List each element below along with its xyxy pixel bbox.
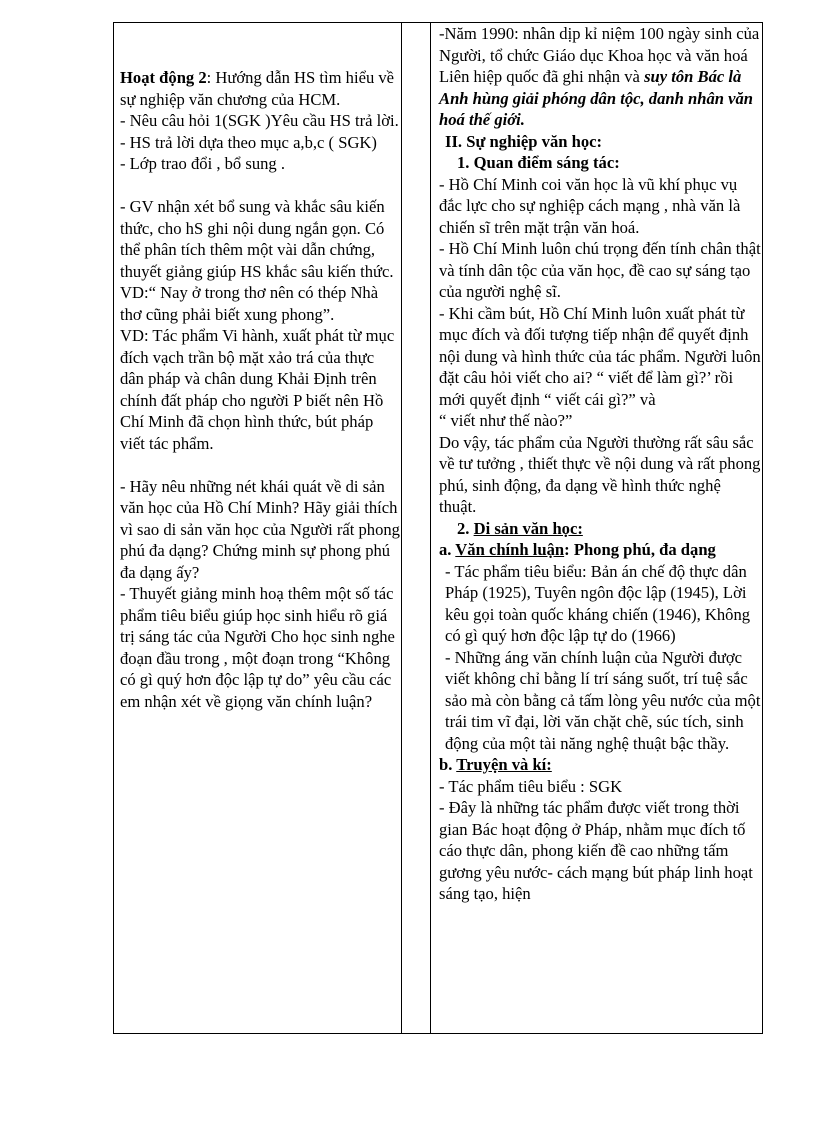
activity-item: - HS trả lời dựa theo mục a,b,c ( SGK) [120,132,377,152]
lecture-note: - Thuyết giảng minh hoạ thêm một số tác phẩm tiêu biểu giúp học sinh hiểu rõ giá trị sáng tác của Người Cho học sinh nghe đoạn đầu trong , một đoạn trong “Không có gì quý hơn độc lập tự do” yêu cầu các em nhận xét về giọng văn chính luận? [120,584,395,711]
discussion-question: - Hãy nêu những nét khái quát về di sản văn học của Hồ Chí Minh? Hãy giải thích vì sao di sản văn học của Người rất phong phú đa dạng? Chứng minh sự phong phú đa dạng ấy? [120,476,400,582]
viewpoint-conclusion: Do vậy, tác phẩm của Người thường rất sâu sắc về tư tưởng , thiết thực về nội dung và rất phong phú, sinh động, đa dạng về hình thức nghệ thuật. [439,432,761,516]
genre-subtitle: : Phong phú, đa dạng [564,540,716,559]
genre-title: Văn chính luận [455,540,565,559]
genre-letter: a. [439,540,456,559]
activity-heading: Hoạt động 2 [120,68,207,87]
activity-item: - Lớp trao đổi , bổ sung . [120,154,286,173]
genre-point: - Những áng văn chính luận của Người được viết không chỉ bằng lí trí sáng suốt, trí tuệ sắc sảo mà còn bằng cả tấm lòng yêu nước của một trái tim vĩ đại, lời văn chặt chẽ, súc tích, sinh động của một tài năng nghệ thuật bậc thầy. [445,647,761,753]
genre-letter: b. [439,755,457,774]
example-1: VD:“ Nay ở trong thơ nên có thép Nhà thơ cũng phải biết xung phong”. [120,283,379,324]
activity-item: - Nêu câu hỏi 1(SGK )Yêu cầu HS trả lời. [120,111,399,130]
viewpoint-point: - Hồ Chí Minh luôn chú trọng đến tính chân thật và tính dân tộc của văn học, đề cao sự sáng tạo của người nghệ sĩ. [439,239,761,301]
genre-heading [439,754,761,776]
activity-title [120,67,400,110]
genre-title: Truyện và kí: [456,755,552,774]
intro-text: -Năm 1990: nhân dịp kỉ niệm 100 ngày sinh của Người, tổ chức Giáo dục Khoa học và văn hoá Liên hiệp quốc đã ghi nhận và [439,24,760,86]
subsection-title: 1. Quan điểm sáng tác: [457,153,620,172]
section-title: II. Sự nghiệp văn học: [445,131,603,151]
gv-note: - GV nhận xét bổ sung và khắc sâu kiến thức, cho hS ghi nội dung ngắn gọn. Có thể phân tích thêm một vài dẫn chứng, thuyết giảng giúp HS khắc sâu kiến thức. [120,197,394,281]
viewpoint-point: - Hồ Chí Minh coi văn học là vũ khí phục vụ đắc lực cho sự nghiệp cách mạng , nhà văn là chiến sĩ trên mặt trận văn hoá. [439,174,741,237]
column-divider-1 [401,23,402,1033]
lesson-table [113,22,763,1034]
subsection-title [439,518,761,540]
genre-point: - Đây là những tác phẩm được viết trong thời gian Bác hoạt động ở Pháp, nhằm mục đích tố cáo thực dân, phong kiến đề cao những tấm gương yêu nước- cách mạng bút pháp linh hoạt sáng tạo, hiện [439,798,753,903]
content-column [439,23,761,905]
subsection-label: Di sản văn học: [473,518,583,538]
example-2: VD: Tác phẩm Vi hành, xuất phát từ mục đích vạch trần bộ mặt xảo trá của thực dân pháp và chân dung Khải Định trên chính đất pháp cho người P biết nên Hồ Chí Minh đã chọn hình thức, bút pháp viết tác phẩm. [120,326,395,453]
activity-description: : Hướng dẫn HS tìm hiểu về sự nghiệp văn chương của HCM. [120,68,395,109]
genre-heading [439,539,761,561]
intro-emphasis: suy tôn Bác là Anh hùng giải phóng dân tộc, danh nhân văn hoá thế giới. [439,67,754,129]
genre-point: - Tác phẩm tiêu biểu: Bản án chế độ thực dân Pháp (1925), Tuyên ngôn độc lập (1945), Lời kêu gọi toàn quốc kháng chiến (1946), Không có gì quý hơn độc lập tự do (1966) [445,561,751,645]
subsection-number: 2. [457,518,474,538]
viewpoint-point: - Khi cầm bút, Hồ Chí Minh luôn xuất phát từ mục đích và đối tượng tiếp nhận để quyết định nội dung và hình thức của tác phẩm. Người luôn đặt câu hỏi viết cho ai? “ viết để làm gì?’ rồi mới quyết định “ viết cái gì?” và [439,303,761,409]
teacher-activity-column [120,67,400,712]
viewpoint-point: “ viết như thế nào?” [439,411,573,430]
column-divider-2 [430,23,431,1033]
genre-point: - Tác phẩm tiêu biểu : SGK [439,776,623,796]
intro-paragraph [439,23,761,131]
